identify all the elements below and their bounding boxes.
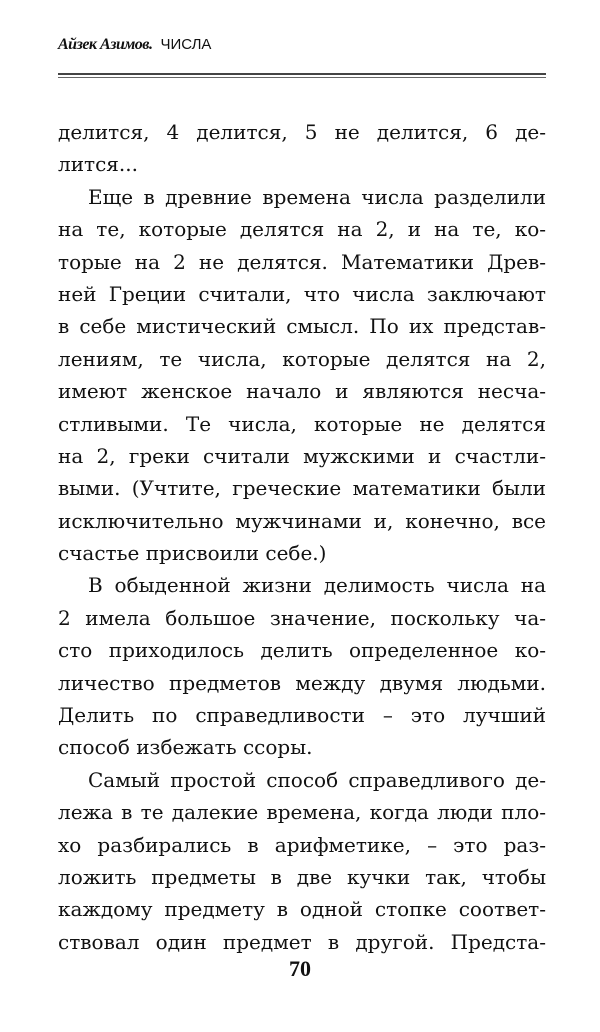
text-line: исключительно мужчинами и, конечно, все: [58, 508, 546, 533]
text-line: Самый простой способ справедливого де-: [88, 767, 546, 792]
text-line: стливыми. Те числа, которые не делятся: [58, 411, 546, 436]
text-line: ложить предметы в две кучки так, чтобы: [58, 864, 546, 889]
text-line: способ избежать ссоры.: [58, 735, 313, 760]
text-line: счастье присвоили себе.): [58, 541, 327, 566]
text-line: Еще в древние времена числа разделили: [88, 184, 546, 209]
header-author: Айзек Азимов.: [58, 36, 153, 53]
page-number: 70: [289, 956, 311, 981]
text-line: на те, которые делятся на 2, и на те, ко-: [58, 217, 546, 242]
text-line: личество предметов между двумя людьми.: [58, 670, 546, 695]
text-line: сто приходилось делить определенное ко-: [58, 638, 546, 663]
text-line: ней Греции считали, что числа заключают: [58, 281, 546, 306]
text-line: хо разбирались в арифметике, – это раз-: [58, 832, 546, 857]
text-line: Делить по справедливости – это лучший: [58, 703, 546, 728]
text-line: 2 имела большое значение, поскольку ча-: [58, 605, 546, 630]
text-line: каждому предмету в одной стопке соответ-: [58, 897, 546, 922]
text-line: лится...: [58, 152, 138, 177]
header-title: ЧИСЛА: [160, 36, 212, 53]
text-line: ствовал один предмет в другой. Предста-: [58, 929, 546, 954]
text-line: делится, 4 делится, 5 не делится, 6 де-: [58, 120, 546, 144]
text-line: лениям, те числа, которые делятся на 2,: [58, 346, 546, 371]
header-rule: [58, 73, 546, 78]
body-text: [58, 116, 546, 958]
running-header: [58, 36, 211, 54]
text-line: лежа в те далекие времена, когда люди пло-: [58, 800, 546, 825]
text-line: имеют женское начало и являются несча-: [58, 379, 546, 404]
text-line: В обыденной жизни делимость числа на: [88, 573, 546, 598]
text-line: на 2, греки считали мужскими и счастли-: [58, 443, 546, 468]
text-line: торые на 2 не делятся. Математики Древ-: [58, 249, 546, 274]
text-line: выми. (Учтите, греческие математики были: [58, 476, 546, 501]
text-line: в себе мистический смысл. По их представ-: [58, 314, 546, 339]
